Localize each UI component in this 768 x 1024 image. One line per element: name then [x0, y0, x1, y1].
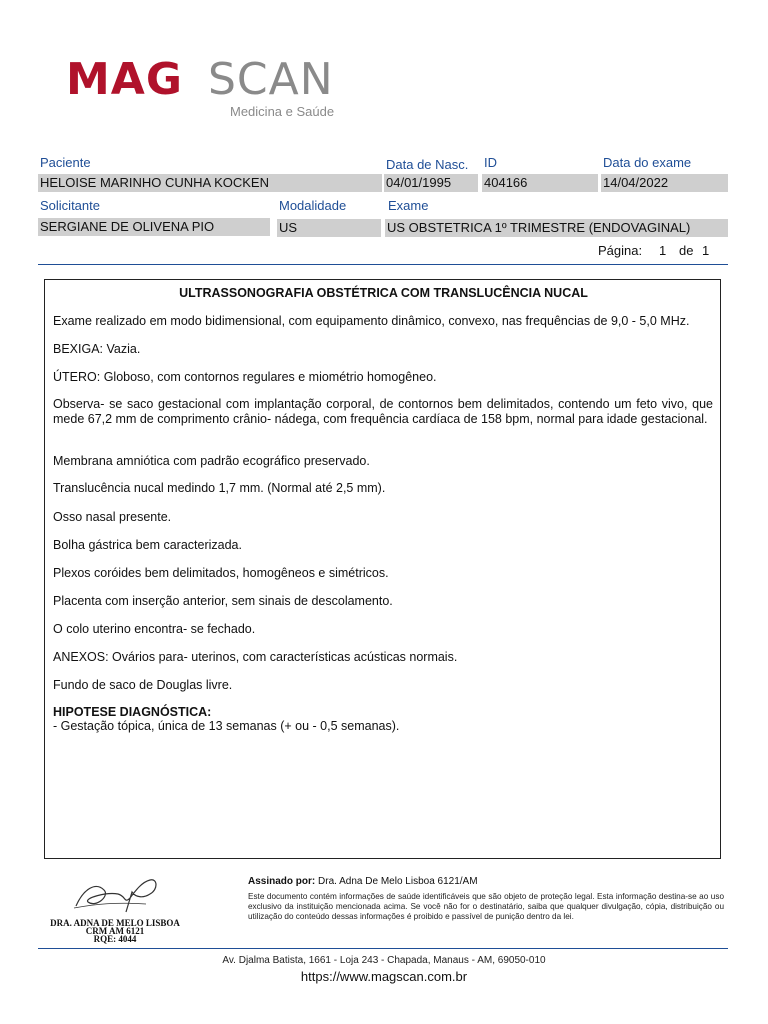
- exam-date-value: 14/04/2022: [601, 174, 728, 192]
- signed-by-value: Dra. Adna De Melo Lisboa 6121/AM: [318, 876, 478, 887]
- nasc-value: 04/01/1995: [384, 174, 478, 192]
- report-paragraph: Placenta com inserção anterior, sem sinais de descolamento.: [53, 594, 393, 608]
- report-paragraph: O colo uterino encontra- se fechado.: [53, 622, 256, 636]
- exame-label: Exame: [388, 198, 429, 213]
- id-label: ID: [484, 155, 497, 170]
- report-paragraph: Bolha gástrica bem caracterizada.: [53, 538, 242, 552]
- signed-by-label: Assinado por:: [248, 876, 316, 887]
- modalidade-value: US: [277, 219, 381, 237]
- signature-image: [66, 868, 166, 918]
- paciente-value: HELOISE MARINHO CUNHA KOCKEN: [38, 174, 382, 192]
- signer-name: DRA. ADNA DE MELO LISBOA: [50, 918, 180, 928]
- solicitante-value: SERGIANE DE OLIVENA PIO: [38, 218, 270, 236]
- exam-date-label: Data do exame: [603, 155, 692, 170]
- report-paragraph: Osso nasal presente.: [53, 510, 172, 524]
- report-paragraph: Translucência nucal medindo 1,7 mm. (Normal até 2,5 mm).: [53, 481, 386, 495]
- report-paragraph: Membrana amniótica com padrão ecográfico preservado.: [53, 454, 370, 468]
- report-paragraph: Fundo de saco de Douglas livre.: [53, 678, 233, 692]
- report-title: ULTRASSONOGRAFIA OBSTÉTRICA COM TRANSLUCÊNCIA NUCAL: [179, 286, 588, 300]
- report-box: [44, 279, 721, 859]
- page-label: Página:: [598, 243, 643, 258]
- report-paragraph: ÚTERO: Globoso, com contornos regulares e miométrio homogêneo.: [53, 370, 437, 384]
- magscan-logo: [66, 54, 346, 122]
- logo-mag-text: MAG: [66, 54, 183, 105]
- hipotese-title: HIPOTESE DIAGNÓSTICA:: [53, 705, 212, 719]
- page-current: 1: [659, 243, 667, 258]
- hipotese-text: - Gestação tópica, única de 13 semanas (+ ou - 0,5 semanas).: [53, 719, 400, 733]
- id-value: 404166: [482, 174, 598, 192]
- signed-by: [248, 876, 478, 887]
- footer-divider: [38, 948, 728, 949]
- report-paragraph: Plexos coróides bem delimitados, homogêneos e simétricos.: [53, 566, 389, 580]
- paciente-label: Paciente: [40, 155, 91, 170]
- page-of: de: [679, 243, 694, 258]
- clinic-address: Av. Djalma Batista, 1661 - Loja 243 - Chapada, Manaus - AM, 69050-010: [222, 955, 546, 966]
- signer-rqe: RQE: 4044: [93, 934, 137, 944]
- report-paragraph: ANEXOS: Ovários para- uterinos, com características acústicas normais.: [53, 650, 458, 664]
- logo-scan-text: SCAN: [208, 54, 334, 105]
- report-paragraph: BEXIGA: Vazia.: [53, 342, 141, 356]
- solicitante-label: Solicitante: [40, 198, 100, 213]
- clinic-website-link[interactable]: https://www.magscan.com.br: [300, 969, 468, 984]
- header-divider: [38, 264, 728, 265]
- report-paragraph: Observa- se saco gestacional com implantação corporal, de contornos bem delimitados, contendo um feto vivo, que mede 67,2 mm de comprimento crânio- nádega, com frequência cardíaca de 158 bpm, normal para idade gestacional.: [53, 397, 713, 426]
- modalidade-label: Modalidade: [279, 198, 347, 213]
- legal-disclaimer: Este documento contém informações de saúde identificáveis que são objeto de proteção legal. Esta informação destina-se ao uso exclusivo da instituição mencionada acima. Se você não for o destinatário, saiba que qualquer divulgação, cópia, distribuição ou utilização do conteúdo dessas informações é proibido e passível de punição dentro da lei.: [248, 892, 724, 921]
- logo-tagline: Medicina e Saúde: [230, 104, 335, 119]
- report-paragraph: Exame realizado em modo bidimensional, com equipamento dinâmico, convexo, nas frequências de 9,0 - 5,0 MHz.: [53, 314, 690, 328]
- nasc-label: Data de Nasc.: [386, 157, 469, 172]
- page-total: 1: [702, 243, 710, 258]
- signer-crm: CRM AM 6121: [85, 926, 145, 936]
- exame-value: US OBSTETRICA 1º TRIMESTRE (ENDOVAGINAL): [385, 219, 728, 237]
